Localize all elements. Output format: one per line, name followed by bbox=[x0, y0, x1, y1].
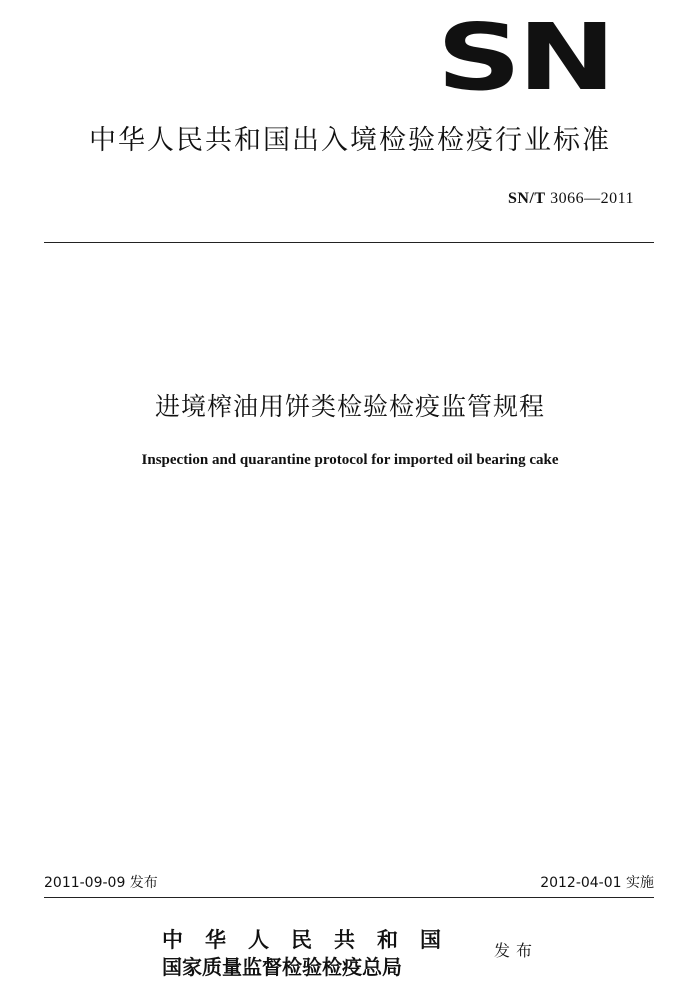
standard-category-title: 中华人民共和国出入境检验检疫行业标准 bbox=[89, 125, 611, 156]
issuer-country: 中华人民共和国 bbox=[162, 927, 463, 952]
sn-logo: SN bbox=[436, 4, 612, 111]
issue-label: 发布 bbox=[494, 941, 539, 960]
bottom-divider bbox=[44, 897, 654, 898]
publish-date: 2011-09-09 发布 bbox=[44, 875, 158, 891]
standard-number bbox=[508, 190, 634, 208]
standard-prefix: SN/T bbox=[508, 190, 546, 207]
document-title-english: Inspection and quarantine protocol for imported oil bearing cake bbox=[141, 452, 559, 468]
issuer-agency: 国家质量监督检验检疫总局 bbox=[162, 955, 402, 979]
document-title-chinese: 进境榨油用饼类检验检疫监管规程 bbox=[154, 392, 545, 421]
top-divider bbox=[44, 242, 654, 243]
implement-date: 2012-04-01 实施 bbox=[540, 875, 654, 891]
standard-code: 3066—2011 bbox=[550, 190, 634, 207]
